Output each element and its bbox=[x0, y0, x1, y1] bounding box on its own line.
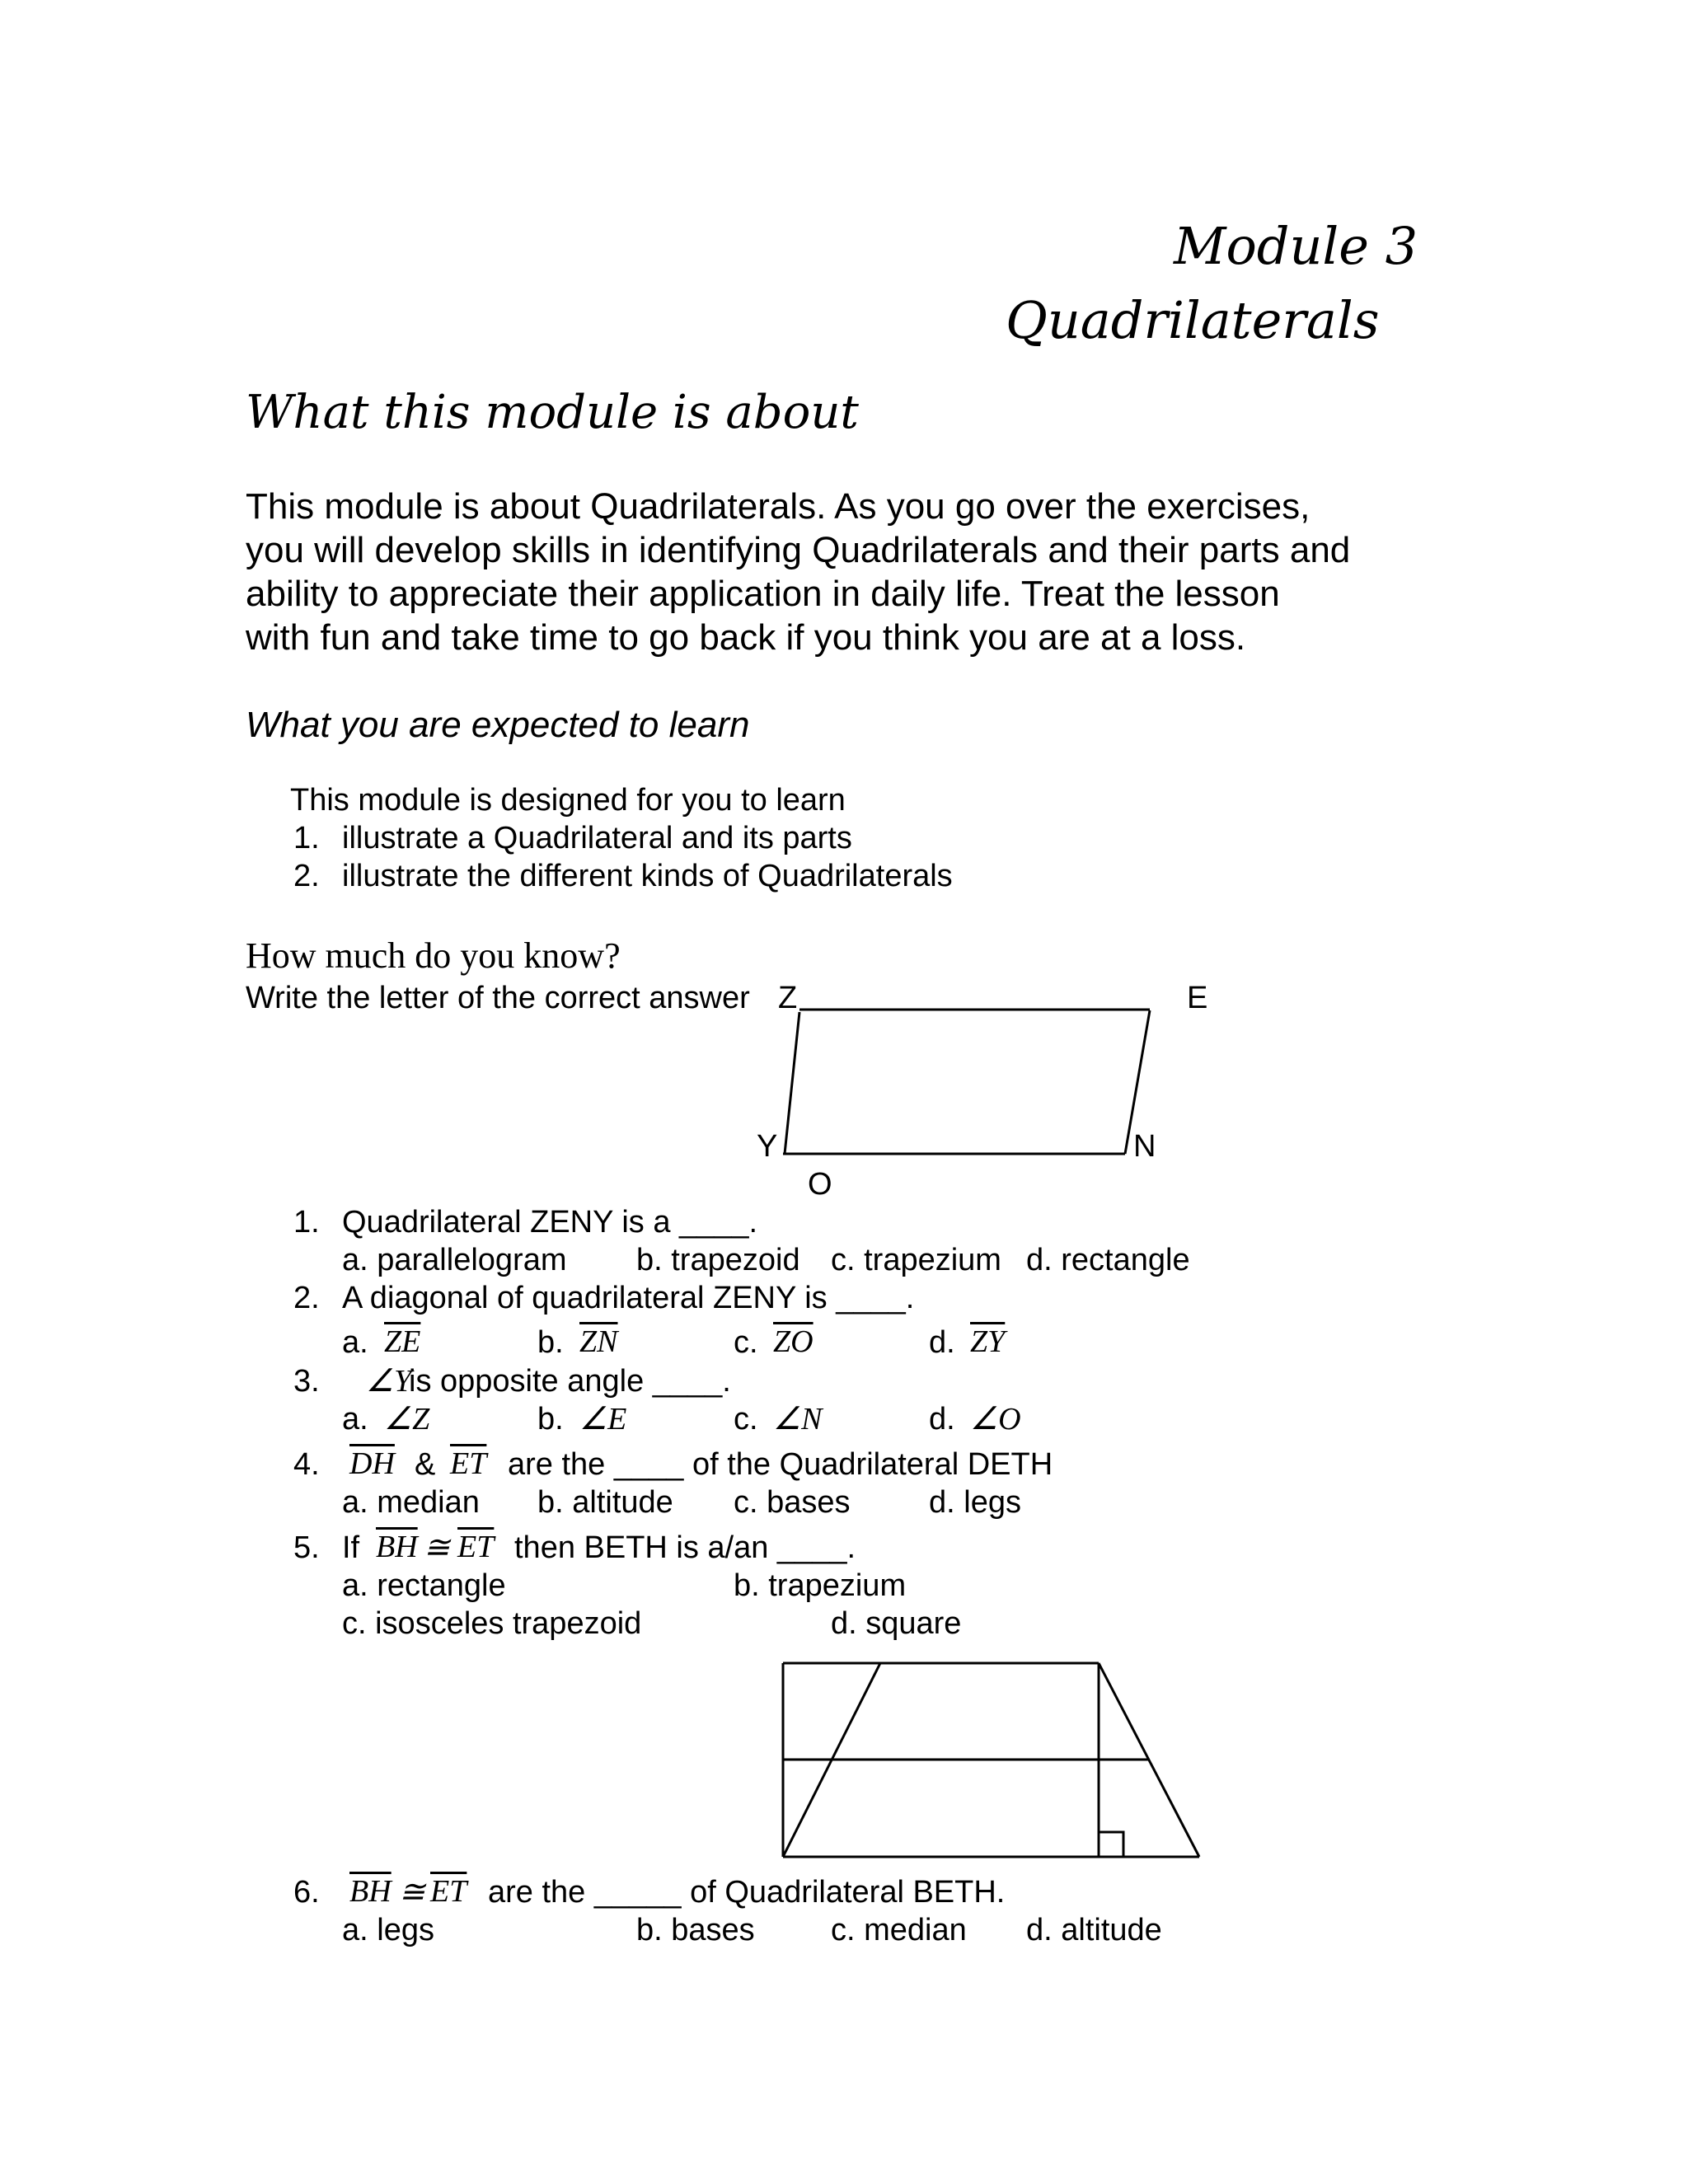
expected-item-1-num: 1. bbox=[293, 821, 320, 855]
q1-number: 1. bbox=[293, 1205, 320, 1240]
q6-option-c: c. median bbox=[831, 1913, 967, 1947]
q5-option-a: a. rectangle bbox=[342, 1568, 506, 1603]
q1-text: Quadrilateral ZENY is a ____. bbox=[342, 1205, 758, 1240]
about-line-3: ability to appreciate their application in daily life. Treat the lesson bbox=[246, 574, 1280, 614]
q6-option-b: b. bases bbox=[636, 1913, 755, 1947]
q6-option-d: d. altitude bbox=[1026, 1913, 1162, 1947]
q5-option-c: c. isosceles trapezoid bbox=[342, 1606, 642, 1641]
q3-text: is opposite angle ____. bbox=[409, 1364, 731, 1399]
q4-number: 4. bbox=[293, 1447, 320, 1482]
q3-option-d-letter: d. bbox=[929, 1402, 955, 1436]
label-n: N bbox=[1133, 1129, 1156, 1164]
q3-option-b-letter: b. bbox=[537, 1402, 564, 1436]
q4-option-d: d. legs bbox=[929, 1485, 1021, 1520]
q4-segment-dh: $\overline{DH}$ bbox=[349, 1446, 395, 1481]
q5-option-d: d. square bbox=[831, 1606, 962, 1641]
q4-ampersand: & bbox=[415, 1447, 436, 1482]
quiz-heading: How much do you know? bbox=[246, 935, 621, 976]
about-heading: What this module is about bbox=[246, 386, 859, 439]
q2-option-d-segment: $\overline{ZY}$ bbox=[970, 1324, 1006, 1359]
q3-option-b-angle: ∠E bbox=[579, 1402, 627, 1436]
expected-item-1: illustrate a Quadrilateral and its parts bbox=[342, 821, 852, 855]
q1-option-b: b. trapezoid bbox=[636, 1243, 800, 1277]
q1-option-c: c. trapezium bbox=[831, 1243, 1001, 1277]
expected-item-2: illustrate the different kinds of Quadrilaterals bbox=[342, 859, 953, 893]
q4-option-c: c. bases bbox=[734, 1485, 851, 1520]
q5-congruent-symbol: ≅ bbox=[424, 1530, 450, 1565]
q3-option-a-angle: ∠Z bbox=[384, 1402, 430, 1436]
about-line-1: This module is about Quadrilaterals. As you go over the exercises, bbox=[246, 486, 1311, 527]
q3-number: 3. bbox=[293, 1364, 320, 1399]
label-z: Z bbox=[778, 981, 798, 1015]
q4-option-a: a. median bbox=[342, 1485, 480, 1520]
label-e: E bbox=[1187, 981, 1208, 1015]
q3-option-c-letter: c. bbox=[734, 1402, 758, 1436]
q5-if: If bbox=[342, 1530, 360, 1565]
q5-option-b: b. trapezium bbox=[734, 1568, 907, 1603]
q6-segment-et: $\overline{ET}$ bbox=[430, 1874, 467, 1909]
q1-option-a: a. parallelogram bbox=[342, 1243, 567, 1277]
about-line-2: you will develop skills in identifying Quadrilaterals and their parts and bbox=[246, 530, 1351, 570]
q4-segment-et: $\overline{ET}$ bbox=[450, 1446, 487, 1481]
q2-option-d-letter: d. bbox=[929, 1325, 955, 1360]
q4-option-b: b. altitude bbox=[537, 1485, 673, 1520]
module-number: Module 3 bbox=[1174, 216, 1418, 276]
q3-option-d-angle: ∠O bbox=[970, 1402, 1021, 1436]
right-angle-marker bbox=[1099, 1832, 1123, 1857]
q6-number: 6. bbox=[293, 1875, 320, 1910]
q6-text: are the _____ of Quadrilateral BETH. bbox=[488, 1875, 1006, 1910]
expected-item-2-num: 2. bbox=[293, 859, 320, 893]
q2-option-a-letter: a. bbox=[342, 1325, 368, 1360]
q5-segment-bh: $\overline{BH}$ bbox=[376, 1530, 418, 1564]
q6-segment-bh: $\overline{BH}$ bbox=[349, 1874, 392, 1909]
q3-option-a-letter: a. bbox=[342, 1402, 368, 1436]
parallelogram-zeny-figure bbox=[783, 1010, 1150, 1154]
q6-congruent-symbol: ≅ bbox=[399, 1875, 425, 1910]
trapezoid-beth-figure bbox=[783, 1663, 1199, 1857]
about-line-4: with fun and take time to go back if you think you are at a loss. bbox=[246, 617, 1246, 658]
q2-option-a-segment: $\overline{ZE}$ bbox=[384, 1324, 421, 1359]
q4-text: are the ____ of the Quadrilateral DETH bbox=[508, 1447, 1053, 1482]
q5-number: 5. bbox=[293, 1530, 320, 1565]
label-o: O bbox=[808, 1167, 832, 1202]
module-title: Quadrilaterals bbox=[1006, 290, 1380, 350]
q2-option-c-segment: $\overline{ZO}$ bbox=[773, 1324, 814, 1359]
zeny-left-side bbox=[785, 1012, 799, 1154]
label-y: Y bbox=[757, 1129, 778, 1164]
q3-option-c-angle: ∠N bbox=[773, 1402, 823, 1436]
expected-intro: This module is designed for you to learn bbox=[290, 783, 846, 818]
q2-option-c-letter: c. bbox=[734, 1325, 758, 1360]
q6-option-a: a. legs bbox=[342, 1913, 434, 1947]
q1-option-d: d. rectangle bbox=[1026, 1243, 1190, 1277]
q2-number: 2. bbox=[293, 1281, 320, 1315]
q5-text: then BETH is a/an ____. bbox=[514, 1530, 856, 1565]
q2-option-b-letter: b. bbox=[537, 1325, 564, 1360]
q5-segment-et: $\overline{ET}$ bbox=[457, 1530, 495, 1564]
quiz-instruction: Write the letter of the correct answer bbox=[246, 981, 750, 1015]
q2-text: A diagonal of quadrilateral ZENY is ____. bbox=[342, 1281, 915, 1315]
q3-angle: ∠Y bbox=[366, 1364, 412, 1399]
q2-option-b-segment: $\overline{ZN}$ bbox=[579, 1324, 618, 1359]
expected-heading: What you are expected to learn bbox=[246, 705, 750, 745]
